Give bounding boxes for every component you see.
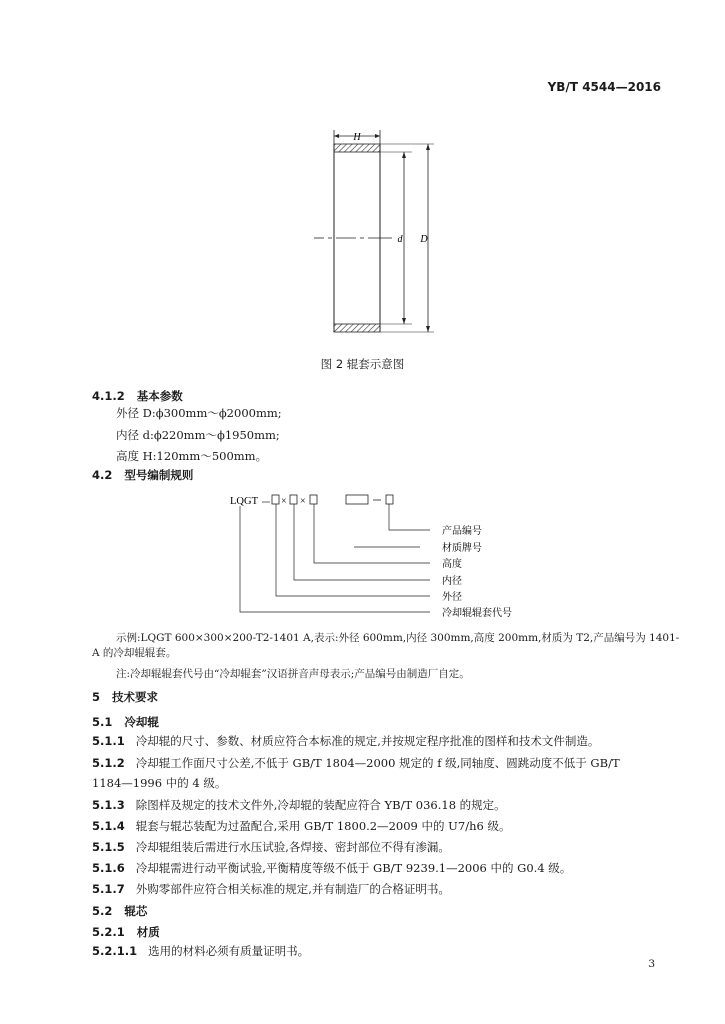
section-title: 辊芯 xyxy=(124,904,148,918)
item-5-1-7 xyxy=(92,881,450,898)
section-number: 4.2 xyxy=(92,468,113,482)
label-product-number: 产品编号 xyxy=(442,526,482,537)
example-line-2: A 的冷却辊辊套。 xyxy=(92,647,177,659)
dim-D-label: D xyxy=(420,234,428,245)
section-4-2-heading xyxy=(92,467,193,483)
section-title: 型号编制规则 xyxy=(124,468,194,482)
page-number: 3 xyxy=(648,958,655,970)
section-5-2-heading xyxy=(92,903,147,919)
note: 注:冷却辊辊套代号由“冷却辊套”汉语拼音声母表示;产品编号由制造厂自定。 xyxy=(116,668,470,680)
section-5-2-1-heading xyxy=(92,924,160,940)
model-code-diagram xyxy=(230,490,550,630)
svg-text:×: × xyxy=(281,496,287,507)
label-inner-diameter: 内径 xyxy=(442,576,462,587)
roller-sleeve-figure xyxy=(300,128,460,348)
item-text: 冷却辊需进行动平衡试验,平衡精度等级不低于 GB/T 9239.1—2006 中的 G0.4 级。 xyxy=(135,861,572,875)
item-text: 选用的材料必须有质量证明书。 xyxy=(148,944,310,958)
item-5-1-5 xyxy=(92,839,450,856)
item-number: 5.1.6 xyxy=(92,861,125,875)
section-number: 4.1.2 xyxy=(92,389,125,403)
dim-h-label: H xyxy=(353,132,361,143)
param-height: 高度 H:120mm～500mm。 xyxy=(116,449,268,463)
item-text: 外购零部件应符合相关标准的规定,并有制造厂的合格证明书。 xyxy=(135,882,450,896)
param-outer-diameter: 外径 D:ϕ300mm～ϕ2000mm; xyxy=(116,406,282,420)
item-5-1-2-continued: 1184—1996 中的 4 级。 xyxy=(92,776,227,790)
label-height: 高度 xyxy=(442,559,462,570)
section-number: 5.2 xyxy=(92,904,113,918)
item-text: 除图样及规定的技术文件外,冷却辊的装配应符合 YB/T 036.18 的规定。 xyxy=(135,798,506,812)
svg-text:×: × xyxy=(300,496,306,507)
section-title: 基本参数 xyxy=(136,389,183,403)
section-title: 技术要求 xyxy=(112,690,159,704)
section-5-1-heading xyxy=(92,714,159,730)
section-4-1-2-heading xyxy=(92,388,183,404)
item-text: 辊套与辊芯装配为过盈配合,采用 GB/T 1800.2—2009 中的 U7/h6 级。 xyxy=(135,819,511,833)
label-sleeve-code: 冷却辊辊套代号 xyxy=(442,608,512,619)
dim-d-label: d xyxy=(397,234,403,245)
item-text: 冷却辊组装后需进行水压试验,各焊接、密封部位不得有渗漏。 xyxy=(135,840,450,854)
item-text: 冷却辊的尺寸、参数、材质应符合本标准的规定,并按规定程序批准的图样和技术文件制造。 xyxy=(135,734,600,748)
section-number: 5.1 xyxy=(92,715,113,729)
item-5-1-6 xyxy=(92,860,571,877)
standard-number: YB/T 4544—2016 xyxy=(547,80,661,94)
item-number: 5.1.1 xyxy=(92,734,125,748)
label-material-grade: 材质牌号 xyxy=(442,543,482,554)
item-number: 5.1.7 xyxy=(92,882,125,896)
item-5-2-1-1 xyxy=(92,943,309,960)
param-inner-diameter: 内径 d:ϕ220mm～ϕ1950mm; xyxy=(116,428,280,442)
item-number: 5.1.4 xyxy=(92,819,125,833)
section-number: 5 xyxy=(92,690,101,704)
item-number: 5.1.3 xyxy=(92,798,125,812)
section-title: 材质 xyxy=(136,925,160,939)
section-number: 5.2.1 xyxy=(92,925,125,939)
item-5-1-1 xyxy=(92,733,599,750)
item-5-1-2 xyxy=(92,755,620,772)
item-number: 5.2.1.1 xyxy=(92,944,138,958)
example-line-1: 示例:LQGT 600×300×200-T2-1401 A,表示:外径 600mm,内径 300mm,高度 200mm,材质为 T2,产品编号为 1401- xyxy=(116,632,680,644)
item-number: 5.1.5 xyxy=(92,840,125,854)
section-5-heading xyxy=(92,689,158,705)
item-5-1-4 xyxy=(92,818,510,835)
code-prefix: LQGT xyxy=(230,496,258,507)
item-number: 5.1.2 xyxy=(92,756,125,770)
label-outer-diameter: 外径 xyxy=(442,592,462,603)
figure-caption: 图 2 辊套示意图 xyxy=(320,357,405,371)
item-text: 冷却辊工作面尺寸公差,不低于 GB/T 1804—2000 规定的 f 级,同轴度、圆跳动度不低于 GB/T xyxy=(135,756,620,770)
section-title: 冷却辊 xyxy=(124,715,159,729)
item-5-1-3 xyxy=(92,797,506,814)
